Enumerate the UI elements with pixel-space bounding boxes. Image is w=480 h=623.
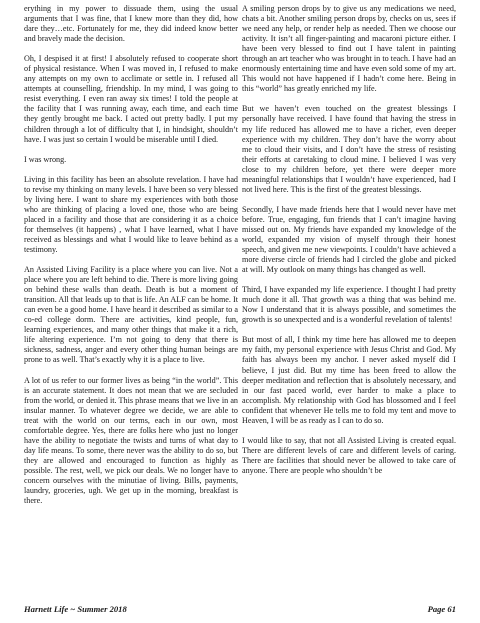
- publication-name: Harnett Life ~ Summer 2018: [24, 604, 127, 614]
- paragraph: A lot of us refer to our former lives as being “in the world”. This is an accurate statement. It does not mean that we are secluded from the world, or denied it. This phrase means that we live in an insular manner. To whatever degree we decide, we are able to treat with the world on our terms, each in our own, most comfortable degree. Yes, there are folks here who just no longer have the ability to negotiate the twists and turns of what day to day life means. To some, there never was the ability to do so, but they are allowed and encouraged to function as highly as possible. The rest, well, we pick our deals. We no longer have to concern ourselves with the minutiae of living. Bills, payments, laundry, groceries, ugh. We get up in the morning, breakfast is there.: [24, 375, 238, 506]
- paragraph: erything in my power to dissuade them, using the usual arguments that I was fine, that I knew more than they did, how dare they…etc. Fortunately for me, they did indeed know better and bravely made the decision.: [24, 4, 238, 44]
- paragraph: But we haven’t even touched on the greatest blessings I personally have received. I have found that having the stress in my life reduced has allowed me to have a richer, even deeper experience with my children. They don’t have the worry about me to cloud their visits, and I don’t have the stress of resisting their efforts at caretaking to cloud mine. I believed I was very close to my children before, yet there were deeper more meaningful relationships that I wouldn’t have experienced, had I not lived here. This is the first of the greatest blessings.: [242, 104, 456, 194]
- paragraph: An Assisted Living Facility is a place where you can live. Not a place where you are left behind to die. There is more living going on behind these walls than death. Death is but a moment of transition. All that leads up to that is life. An ALF can be home. It can even be a good home. I have heard it described as similar to a co-ed college dorm. There are activities, kind people, fun, learning experiences, and many other things that make it a rich, life altering experience. I’m not going to deny that there is sickness, sadness, anger and every other thing human beings are prone to as well. That’s exactly why it is a place to live.: [24, 265, 238, 365]
- left-column: [24, 4, 238, 516]
- paragraph: Oh, I despised it at first! I absolutely refused to cooperate short of physical resistance. When I was moved in, I refused to make any attempts on my own to acclimate or settle in. I refused all attempts at counselling, friendship. In my mind, I was going to resist everything. I even ran away six times! I told the people at the facility that I was running away, each time, and each time they gently brought me back. I acted out pretty badly. I put my children through a lot of difficulty that I, in hindsight, shouldn’t have. I was just so certain I would be miserable until I died.: [24, 54, 238, 144]
- paragraph: A smiling person drops by to give us any medications we need, chats a bit. Another smiling person drops by, checks on us, sees if we need any help, or render help as needed. Then we choose our activity. It isn’t all finger-painting and macaroni picture either. I have been very blessed to find out I have talent in painting through an art teacher who was brought in to teach. I have had an enormously entertaining time and have even sold some of my art. This would not have happened if I hadn’t come here. Being in this “world” has greatly enriched my life.: [242, 4, 456, 94]
- page-number: Page 61: [427, 604, 456, 614]
- right-column: [242, 4, 456, 486]
- paragraph: But most of all, I think my time here has allowed me to deepen my faith, my personal experience with Jesus Christ and God. My faith has always been my anchor. I never asked myself did I believe, I just did. But my time has been freed to allow the deeper meditation and reflection that is absolutely necessary, and in our fast paced world, ever harder to make a place to accomplish. My relationship with God has blossomed and I feel confident that whenever He tells me to fold my tent and move to Heaven, I will be as ready as I can to do so.: [242, 335, 456, 425]
- paragraph: Living in this facility has been an absolute revelation. I have had to revise my thinking on many levels. I have been so very blessed by living here. I want to share my experiences with both those who are thinking of placing a loved one, those who are being placed in a facility and those that are considering it as a choice for themselves (it happens) , what I have learned, what I have received as blessings and what I would like to leave behind as a testimony.: [24, 174, 238, 254]
- paragraph: I would like to say, that not all Assisted Living is created equal. There are different levels of care and different levels of caring. There are facilities that should never be allowed to take care of anyone. There are people who shouldn’t be: [242, 435, 456, 475]
- page-footer: [24, 604, 456, 618]
- paragraph: Secondly, I have made friends here that I would never have met before. True, engaging, fun friends that I can’t imagine having missed out on. My friends have expanded my knowledge of the world, expanded my vision of myself through their honest speech, and given me new viewpoints. I couldn’t have achieved a more diverse circle of friends had I circled the globe and picked at will. My outlook on many things has changed as well.: [242, 204, 456, 275]
- paragraph: Third, I have expanded my life experience. I thought I had pretty much done it all. That growth was a thing that was behind me. Now I understand that it is always possible, and sometimes the growth is so unexpected and is a wonderful revelation of talents!: [242, 285, 456, 325]
- paragraph: I was wrong.: [24, 154, 67, 164]
